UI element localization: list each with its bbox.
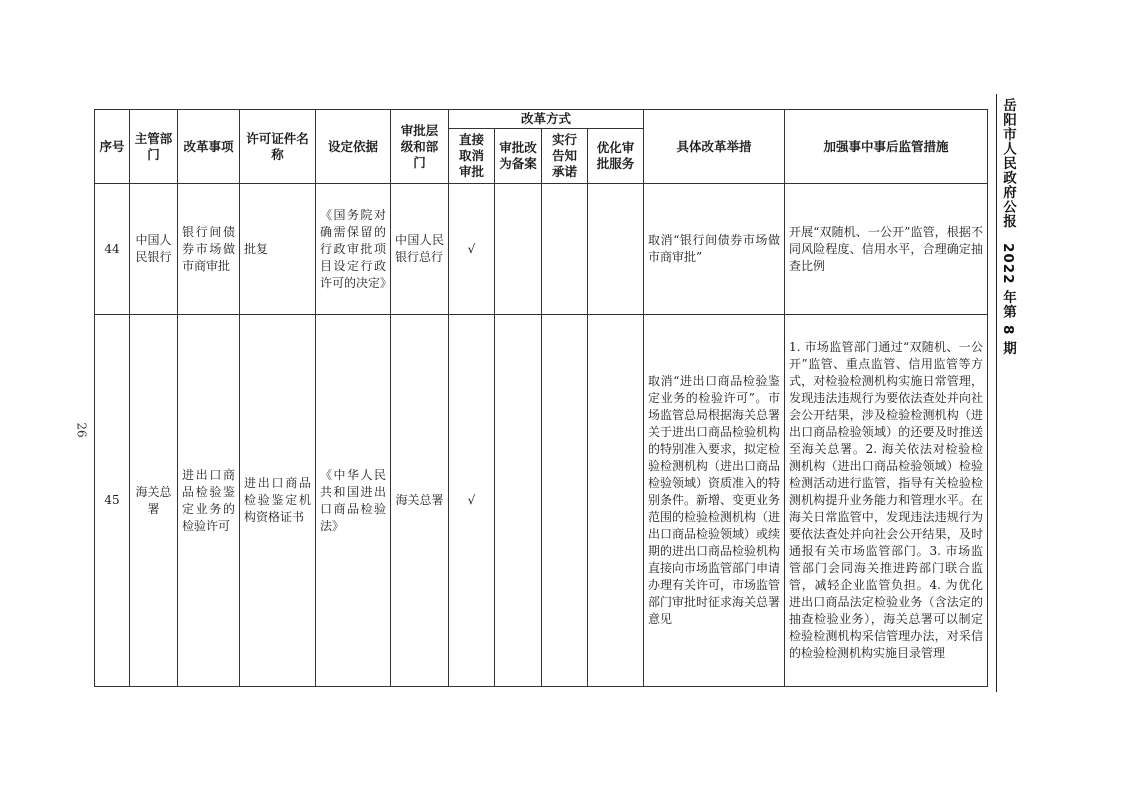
row-optimize: [588, 184, 644, 315]
row-dept: 海关总署: [130, 315, 178, 687]
col-seq-header: 序号: [95, 110, 130, 184]
row-license: 进出口商品检验鉴定机构资格证书: [240, 315, 316, 687]
col-measures-header: 具体改革举措: [644, 110, 785, 184]
col-cancel-header: 直接取消审批: [449, 129, 495, 184]
page-number: 26: [74, 422, 89, 438]
row-level: 海关总署: [391, 315, 449, 687]
row-item: 进出口商品检验鉴定业务的检验许可: [178, 315, 240, 687]
row-dept: 中国人民银行: [130, 184, 178, 315]
row-measures: 取消“进出口商品检验鉴定业务的检验许可”。市场监管总局根据海关总署关于进出口商品检验机构的特别准入要求，拟定检验检测机构（进出口商品检验领域）资质准入的特别条件。新增、变更业务范围的检验检测机构（进出口商品检验领域）或续期的进出口商品检验机构直接向市场监管部门申请办理有关许可，市场监管部门审批时征求海关总署意见: [644, 315, 785, 687]
col-filing-header: 审批改为备案: [495, 129, 542, 184]
row-seq: 44: [95, 184, 130, 315]
row-filing: [495, 315, 542, 687]
row-filing: [495, 184, 542, 315]
row-cancel-check: √: [449, 184, 495, 315]
row-cancel-check: √: [449, 315, 495, 687]
row-seq: 45: [95, 315, 130, 687]
row-supervision: 开展“双随机、一公开”监管，根据不同风险程度、信用水平，合理确定抽查比例: [785, 184, 988, 315]
row-license: 批复: [240, 184, 316, 315]
row-basis: 《中华人民共和国进出口商品检验法》: [316, 315, 391, 687]
row-measures: 取消“银行间债券市场做市商审批”: [644, 184, 785, 315]
row-notify: [542, 315, 588, 687]
header-rule: [996, 94, 997, 692]
row-notify: [542, 184, 588, 315]
col-optimize-header: 优化审批服务: [588, 129, 644, 184]
journal-title: 岳阳市人民政府公报 2022 年第 8 期: [1000, 98, 1016, 356]
table-row: [95, 184, 988, 315]
col-basis-header: 设定依据: [316, 110, 391, 184]
col-reform-group-header: 改革方式: [449, 110, 644, 129]
row-basis: 《国务院对确需保留的行政审批项目设定行政许可的决定》: [316, 184, 391, 315]
row-optimize: [588, 315, 644, 687]
col-item-header: 改革事项: [178, 110, 240, 184]
col-notify-header: 实行告知承诺: [542, 129, 588, 184]
col-dept-header: 主管部门: [130, 110, 178, 184]
header-row-1: [95, 110, 988, 129]
row-item: 银行间债券市场做市商审批: [178, 184, 240, 315]
col-level-header: 审批层级和部门: [391, 110, 449, 184]
table-row: [95, 315, 988, 687]
col-supervision-header: 加强事中事后监管措施: [785, 110, 988, 184]
reform-table: [94, 109, 988, 687]
col-license-header: 许可证件名称: [240, 110, 316, 184]
row-supervision: 1. 市场监管部门通过“双随机、一公开”监管、重点监管、信用监管等方式，对检验检测机构实施日常管理，发现违法违规行为要依法查处并向社会公开结果，涉及检验检测机构（进出口商品检验领域）的还要及时推送至海关总署。2. 海关依法对检验检测机构（进出口商品检验领域）检验检测活动进行监管，指导有关检验检测机构提升业务能力和管理水平。在海关日常监管中，发现违法违规行为要依法查处并向社会公开结果，及时通报有关市场监管部门。3. 市场监管部门会同海关推进跨部门联合监管，减轻企业监管负担。4. 为优化进出口商品法定检验业务（含法定的抽查检验业务），海关总署可以制定检验检测机构采信管理办法，对采信的检验检测机构实施目录管理: [785, 315, 988, 687]
row-level: 中国人民银行总行: [391, 184, 449, 315]
